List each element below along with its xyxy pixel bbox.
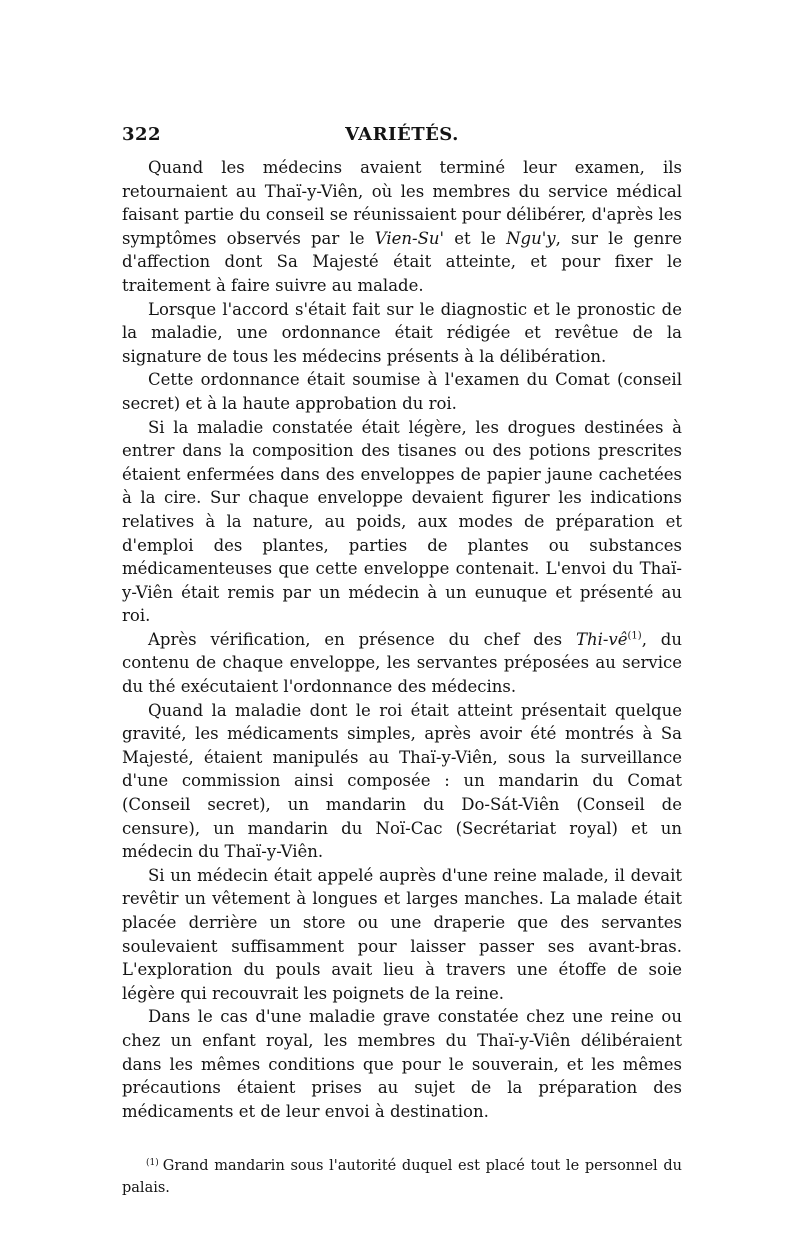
body-paragraph [122, 628, 682, 699]
body-paragraph [122, 699, 682, 864]
footnote [122, 1155, 682, 1199]
body-paragraph [122, 1005, 682, 1123]
footnote-reference: (1) [627, 630, 642, 642]
body-paragraph [122, 298, 682, 369]
footnote-marker: (1) [146, 1157, 159, 1168]
italic-term: Vien-Su' [374, 228, 445, 248]
text-segment: , sur le genre d'affection dont Sa Majesté était atteinte, et pour fixer le traitement à faire suivre au malade. [122, 228, 683, 295]
body-paragraph [122, 368, 682, 415]
text-segment: Cette ordonnance était soumise à l'examen du Comat (conseil secret) et à la haute approbation du roi. [122, 370, 682, 413]
text-segment: Si la maladie constatée était légère, les drogues destinées à entrer dans la composition des tisanes ou des potions prescrites étaient enfermées dans des enveloppes de papier jaune cachetées à la cire. Sur chaque enveloppe devaient figurer les indications relatives à la nature, au poids, aux modes de préparation et d'emploi des plantes, parties de plantes ou substances médicamenteuses que cette enveloppe contenait. L'envoi du Thaï-y-Viên était remis par un médecin à un eunuque et présenté au roi. [122, 417, 682, 626]
body-paragraph [122, 416, 682, 628]
running-title: VARIÉTÉS. [345, 124, 459, 145]
text-segment: et le [444, 228, 507, 248]
body-paragraph [122, 864, 682, 1006]
footnote-text: Grand mandarin sous l'autorité duquel est placé tout le personnel du palais. [122, 1158, 682, 1197]
page-number: 322 [122, 124, 162, 145]
running-head [122, 124, 682, 152]
text-segment: Dans le cas d'une maladie grave constatée chez une reine ou chez un enfant royal, les membres du Thaï-y-Viên délibéraient dans les mêmes conditions que pour le souverain, et les mêmes précautions étaient prises au sujet de la préparation des médicaments et de leur envoi à destination. [122, 1007, 682, 1121]
text-segment: Si un médecin était appelé auprès d'une reine malade, il devait revêtir un vêtement à longues et larges manches. La malade était placée derrière un store ou une draperie que des servantes soulevaient suffisamment pour laisser passer ses avant-bras. L'exploration du pouls avait lieu à travers une étoffe de soie légère qui recouvrait les poignets de la reine. [122, 865, 682, 1003]
body-paragraph [122, 156, 682, 298]
text-segment: , du contenu de chaque enveloppe, les servantes préposées au service du thé exécutaient l'ordonnance des médecins. [122, 629, 682, 697]
text-segment: Lorsque l'accord s'était fait sur le diagnostic et le pronostic de la maladie, une ordonnance était rédigée et revêtue de la signature de tous les médecins présents à la délibération. [122, 299, 682, 366]
body-text [122, 156, 682, 1123]
italic-term: Thi-vê [575, 629, 628, 649]
italic-term: Ngu'y [506, 228, 556, 248]
book-page [122, 124, 682, 1199]
text-segment: Quand les médecins avaient terminé leur examen, ils retournaient au Thaï-y-Viên, où les membres du service médical faisant partie du conseil se réunissaient pour délibérer, d'après les symptômes observés par le [122, 158, 682, 248]
footnotes [122, 1155, 682, 1199]
text-segment: Après vérification, en présence du chef des [148, 629, 576, 649]
text-segment: Quand la maladie dont le roi était atteint présentait quelque gravité, les médicaments simples, après avoir été montrés à Sa Majesté, étaient manipulés au Thaï-y-Viên, sous la surveillance d'une commission ainsi composée : un mandarin du Comat (Conseil secret), un mandarin du Do-Sát-Viên (Conseil de censure), un mandarin du Noï-Cac (Secrétariat royal) et un médecin du Thaï-y-Viên. [122, 700, 682, 862]
